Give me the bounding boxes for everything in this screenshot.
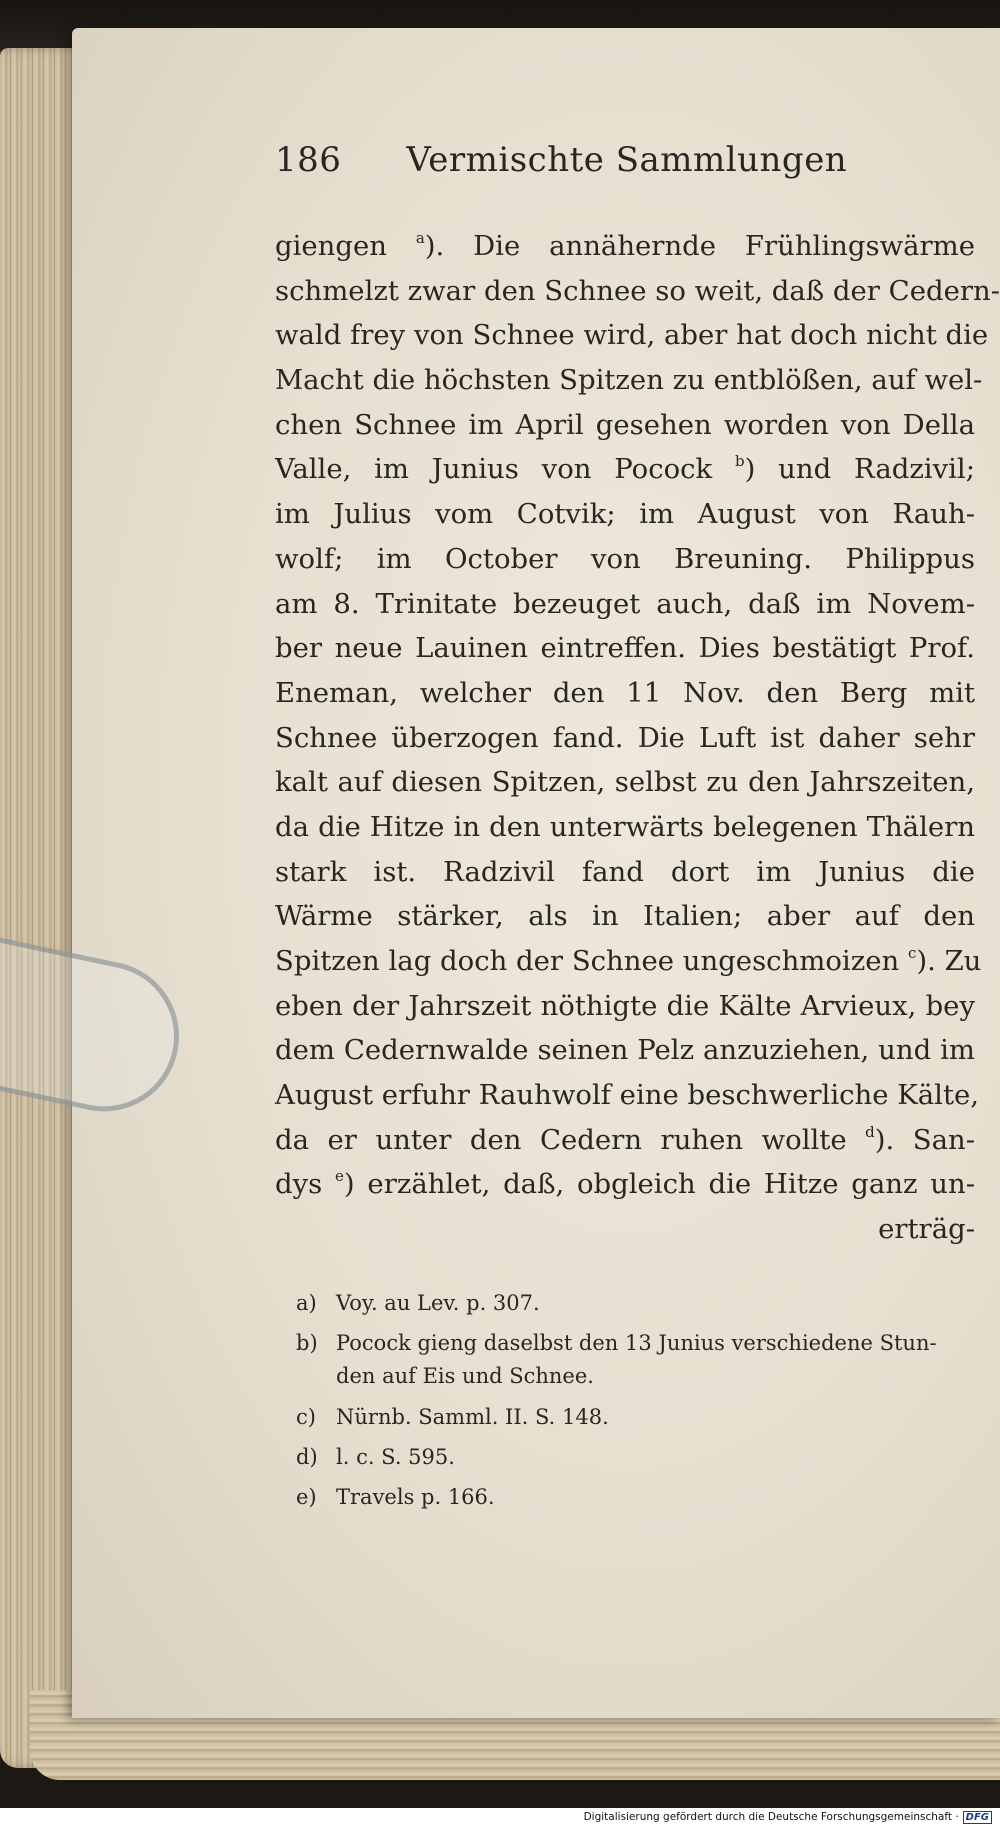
text-line	[275, 805, 975, 850]
footnote-ref: d	[865, 1122, 875, 1141]
footnote	[296, 1397, 986, 1437]
credit-line	[584, 1811, 992, 1824]
line-text: Wärme stärker, als in Italien; aber auf den	[275, 900, 975, 933]
text-line	[275, 358, 983, 403]
text-line	[275, 939, 982, 984]
credit-text: Digitalisierung gefördert durch die Deutsche Forschungsgemeinschaft ·	[583, 1811, 959, 1823]
line-text: wolf; im October von Breuning. Philippus	[275, 542, 975, 575]
body-text	[275, 224, 1000, 1252]
text-line	[275, 626, 975, 671]
line-text: da er unter den Cedern ruhen wollte	[275, 1123, 866, 1156]
catchword: erträg-	[878, 1213, 975, 1246]
line-text: dys	[275, 1168, 336, 1201]
text-line	[275, 492, 975, 537]
footnote-text: Voy. au Lev. p. 307.	[336, 1291, 540, 1315]
text-line	[275, 850, 975, 895]
credit-bar	[0, 1808, 1000, 1827]
line-text: Macht die höchsten Spitzen zu entblößen, auf wel-	[275, 364, 983, 397]
text-line	[275, 1073, 980, 1118]
line-text: ). San-	[874, 1123, 975, 1156]
text-line	[275, 1118, 975, 1163]
line-text: stark ist. Radzivil fand dort im Junius die	[275, 855, 975, 888]
footnote-text: l. c. S. 595.	[336, 1445, 455, 1469]
line-text: August erfuhr Rauhwolf eine beschwerliche Kälte,	[275, 1079, 980, 1112]
running-head: Vermischte Sammlungen	[406, 140, 848, 180]
text-line	[275, 403, 975, 448]
footnote-mark: a)	[296, 1291, 317, 1315]
text-line	[275, 671, 975, 716]
footnote-ref: e	[335, 1167, 344, 1186]
footnote-text: Pocock gieng daselbst den 13 Junius verschiedene Stun-	[336, 1331, 937, 1355]
footnote-ref: a	[415, 229, 425, 247]
footnote	[296, 1283, 986, 1323]
text-line	[275, 716, 975, 761]
line-text: schmelzt zwar den Schnee so weit, daß der Cedern-	[275, 274, 1000, 307]
text-line	[275, 537, 975, 582]
text-line	[275, 313, 989, 358]
line-text: giengen	[275, 230, 416, 262]
line-text: Eneman, welcher den 11 Nov. den Berg mit	[275, 676, 975, 709]
text-line	[275, 582, 975, 627]
footnote-ref: c	[907, 944, 917, 962]
footnote-mark: c)	[296, 1405, 316, 1429]
footnote-text: Nürnb. Samml. II. S. 148.	[336, 1405, 609, 1429]
line-text: Valle, im Junius von Pocock	[275, 453, 736, 486]
line-text: da die Hitze in den unterwärts belegenen Thälern	[275, 810, 975, 843]
line-text: ). Zu	[916, 945, 982, 977]
dfg-logo-icon: DFG	[963, 1811, 992, 1824]
page-number: 186	[275, 140, 342, 180]
line-text: ). Die annähernde Frühlingswärme	[424, 230, 976, 262]
text-line	[275, 269, 1000, 314]
line-text: wald frey von Schnee wird, aber hat doch nicht die	[275, 319, 989, 352]
page-header	[275, 140, 875, 180]
footnote	[296, 1323, 986, 1363]
line-text: ber neue Lauinen eintreffen. Dies bestätigt Prof.	[275, 632, 975, 665]
line-text: chen Schnee im April gesehen worden von Della	[275, 408, 975, 441]
text-line	[275, 894, 975, 939]
text-line	[275, 224, 975, 269]
footnote-ref: b	[735, 452, 745, 471]
footnote-mark: e)	[296, 1485, 317, 1509]
line-text: kalt auf diesen Spitzen, selbst zu den Jahrszeiten,	[275, 766, 975, 799]
text-line	[275, 760, 975, 805]
line-text: dem Cedernwalde seinen Pelz anzuziehen, und im	[275, 1034, 975, 1067]
text-line	[275, 1028, 975, 1073]
footnote-mark: b)	[296, 1331, 318, 1355]
footnote-continuation: den auf Eis und Schnee.	[336, 1364, 594, 1388]
footnote-text: Travels p. 166.	[336, 1485, 495, 1509]
footnote	[296, 1477, 986, 1517]
line-text: eben der Jahrszeit nöthigte die Kälte Arvieux, bey	[275, 989, 975, 1022]
line-text: ) erzählet, daß, obgleich die Hitze ganz un-	[343, 1168, 975, 1201]
footnote-mark: d)	[296, 1445, 318, 1469]
text-line	[275, 1162, 975, 1207]
text-line	[275, 984, 975, 1029]
footnote	[296, 1437, 986, 1477]
line-text: Schnee überzogen fand. Die Luft ist daher sehr	[275, 721, 975, 754]
line-text: ) und Radzivil;	[744, 453, 975, 486]
text-line	[275, 447, 975, 492]
line-text: am 8. Trinitate bezeuget auch, daß im Novem-	[275, 587, 975, 620]
line-text: im Julius vom Cotvik; im August von Rauh-	[275, 498, 975, 531]
line-text: Spitzen lag doch der Schnee ungeschmoizen	[275, 945, 908, 977]
footnotes	[296, 1283, 986, 1517]
